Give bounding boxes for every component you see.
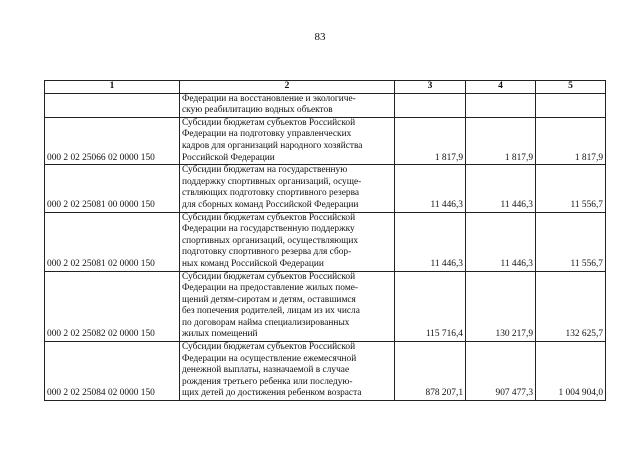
description-cell bbox=[180, 165, 395, 212]
amount-cell-col5: 1 004 904,0 bbox=[536, 342, 606, 401]
description-line: Федерации на осуществление ежемесячной bbox=[182, 353, 357, 364]
description-line: Субсидии бюджетам субъектов Российской bbox=[182, 212, 356, 223]
page-number: 83 bbox=[314, 31, 326, 43]
description-line: Российской Федерации bbox=[182, 152, 275, 163]
column-header-4: 4 bbox=[466, 81, 536, 94]
description-line: рождения третьего ребенка или последую- bbox=[182, 376, 353, 387]
table-row bbox=[45, 117, 606, 164]
description-line: щений детям-сиротам и детям, оставшимся bbox=[182, 294, 356, 305]
description-line: без попечения родителей, лицам из их числа bbox=[182, 306, 360, 317]
description-cell bbox=[180, 117, 395, 164]
description-line: ствляющих подготовку спортивного резерва bbox=[182, 188, 360, 199]
table-body bbox=[45, 93, 606, 400]
table-header-row bbox=[45, 81, 606, 94]
description-line: скую реабилитацию водных объектов bbox=[182, 105, 333, 116]
description-line: подготовку спортивного резерва для сбор- bbox=[182, 247, 352, 258]
column-header-1: 1 bbox=[45, 81, 180, 94]
description-line: Федерации на подготовку управленческих bbox=[182, 129, 352, 140]
description-cell bbox=[180, 212, 395, 271]
description-line: ных команд Российской Федерации bbox=[182, 258, 324, 269]
budget-table bbox=[44, 80, 606, 401]
amount-cell-col5: 132 625,7 bbox=[536, 271, 606, 342]
amount-cell-col3: 11 446,3 bbox=[395, 212, 466, 271]
column-header-2: 2 bbox=[180, 81, 395, 94]
amount-cell-col3: 878 207,1 bbox=[395, 342, 466, 401]
amount-cell-col3: 1 817,9 bbox=[395, 117, 466, 164]
description-line: поддержку спортивных организаций, осуще- bbox=[182, 176, 362, 187]
description-line: Федерации на предоставление жилых поме- bbox=[182, 283, 359, 294]
description-line: Федерации на восстановление и экологиче- bbox=[182, 93, 356, 104]
budget-code-cell: 000 2 02 25081 00 0000 150 bbox=[45, 165, 180, 212]
description-line: Субсидии бюджетам субъектов Российской bbox=[182, 342, 356, 353]
budget-code-cell: 000 2 02 25081 02 0000 150 bbox=[45, 212, 180, 271]
table-row bbox=[45, 212, 606, 271]
amount-cell-col3: 115 716,4 bbox=[395, 271, 466, 342]
budget-code-cell: 000 2 02 25084 02 0000 150 bbox=[45, 342, 180, 401]
amount-cell-col4: 1 817,9 bbox=[466, 117, 536, 164]
table-row bbox=[45, 93, 606, 117]
description-cell bbox=[180, 93, 395, 117]
amount-cell-col4: 130 217,9 bbox=[466, 271, 536, 342]
table-row bbox=[45, 342, 606, 401]
amount-cell-col5: 11 556,7 bbox=[536, 165, 606, 212]
amount-cell-col5: 1 817,9 bbox=[536, 117, 606, 164]
description-line: жилых помещений bbox=[182, 329, 258, 340]
description-line: кадров для организаций народного хозяйства bbox=[182, 140, 363, 151]
description-line: щих детей до достижения ребенком возраста bbox=[182, 388, 362, 399]
description-line: Субсидии бюджетам субъектов Российской bbox=[182, 117, 356, 128]
description-line: Федерации на государственную поддержку bbox=[182, 224, 355, 235]
description-line: по договорам найма специализированных bbox=[182, 317, 350, 328]
amount-cell-col4 bbox=[466, 93, 536, 117]
budget-code-cell: 000 2 02 25082 02 0000 150 bbox=[45, 271, 180, 342]
amount-cell-col4: 11 446,3 bbox=[466, 212, 536, 271]
amount-cell-col3 bbox=[395, 93, 466, 117]
amount-cell-col3: 11 446,3 bbox=[395, 165, 466, 212]
amount-cell-col5: 11 556,7 bbox=[536, 212, 606, 271]
description-line: Субсидии бюджетам субъектов Российской bbox=[182, 271, 356, 282]
budget-code-cell bbox=[45, 93, 180, 117]
description-line: для сборных команд Российской Федерации bbox=[182, 199, 359, 210]
amount-cell-col5 bbox=[536, 93, 606, 117]
amount-cell-col4: 11 446,3 bbox=[466, 165, 536, 212]
column-header-5: 5 bbox=[536, 81, 606, 94]
column-header-3: 3 bbox=[395, 81, 466, 94]
description-cell bbox=[180, 342, 395, 401]
description-line: денежной выплаты, назначаемой в случае bbox=[182, 365, 350, 376]
description-cell bbox=[180, 271, 395, 342]
description-line: Субсидии бюджетам на государственную bbox=[182, 165, 348, 176]
amount-cell-col4: 907 477,3 bbox=[466, 342, 536, 401]
description-line: спортивных организаций, осуществляющих bbox=[182, 235, 359, 246]
table-row bbox=[45, 271, 606, 342]
table-row bbox=[45, 165, 606, 212]
budget-code-cell: 000 2 02 25066 02 0000 150 bbox=[45, 117, 180, 164]
